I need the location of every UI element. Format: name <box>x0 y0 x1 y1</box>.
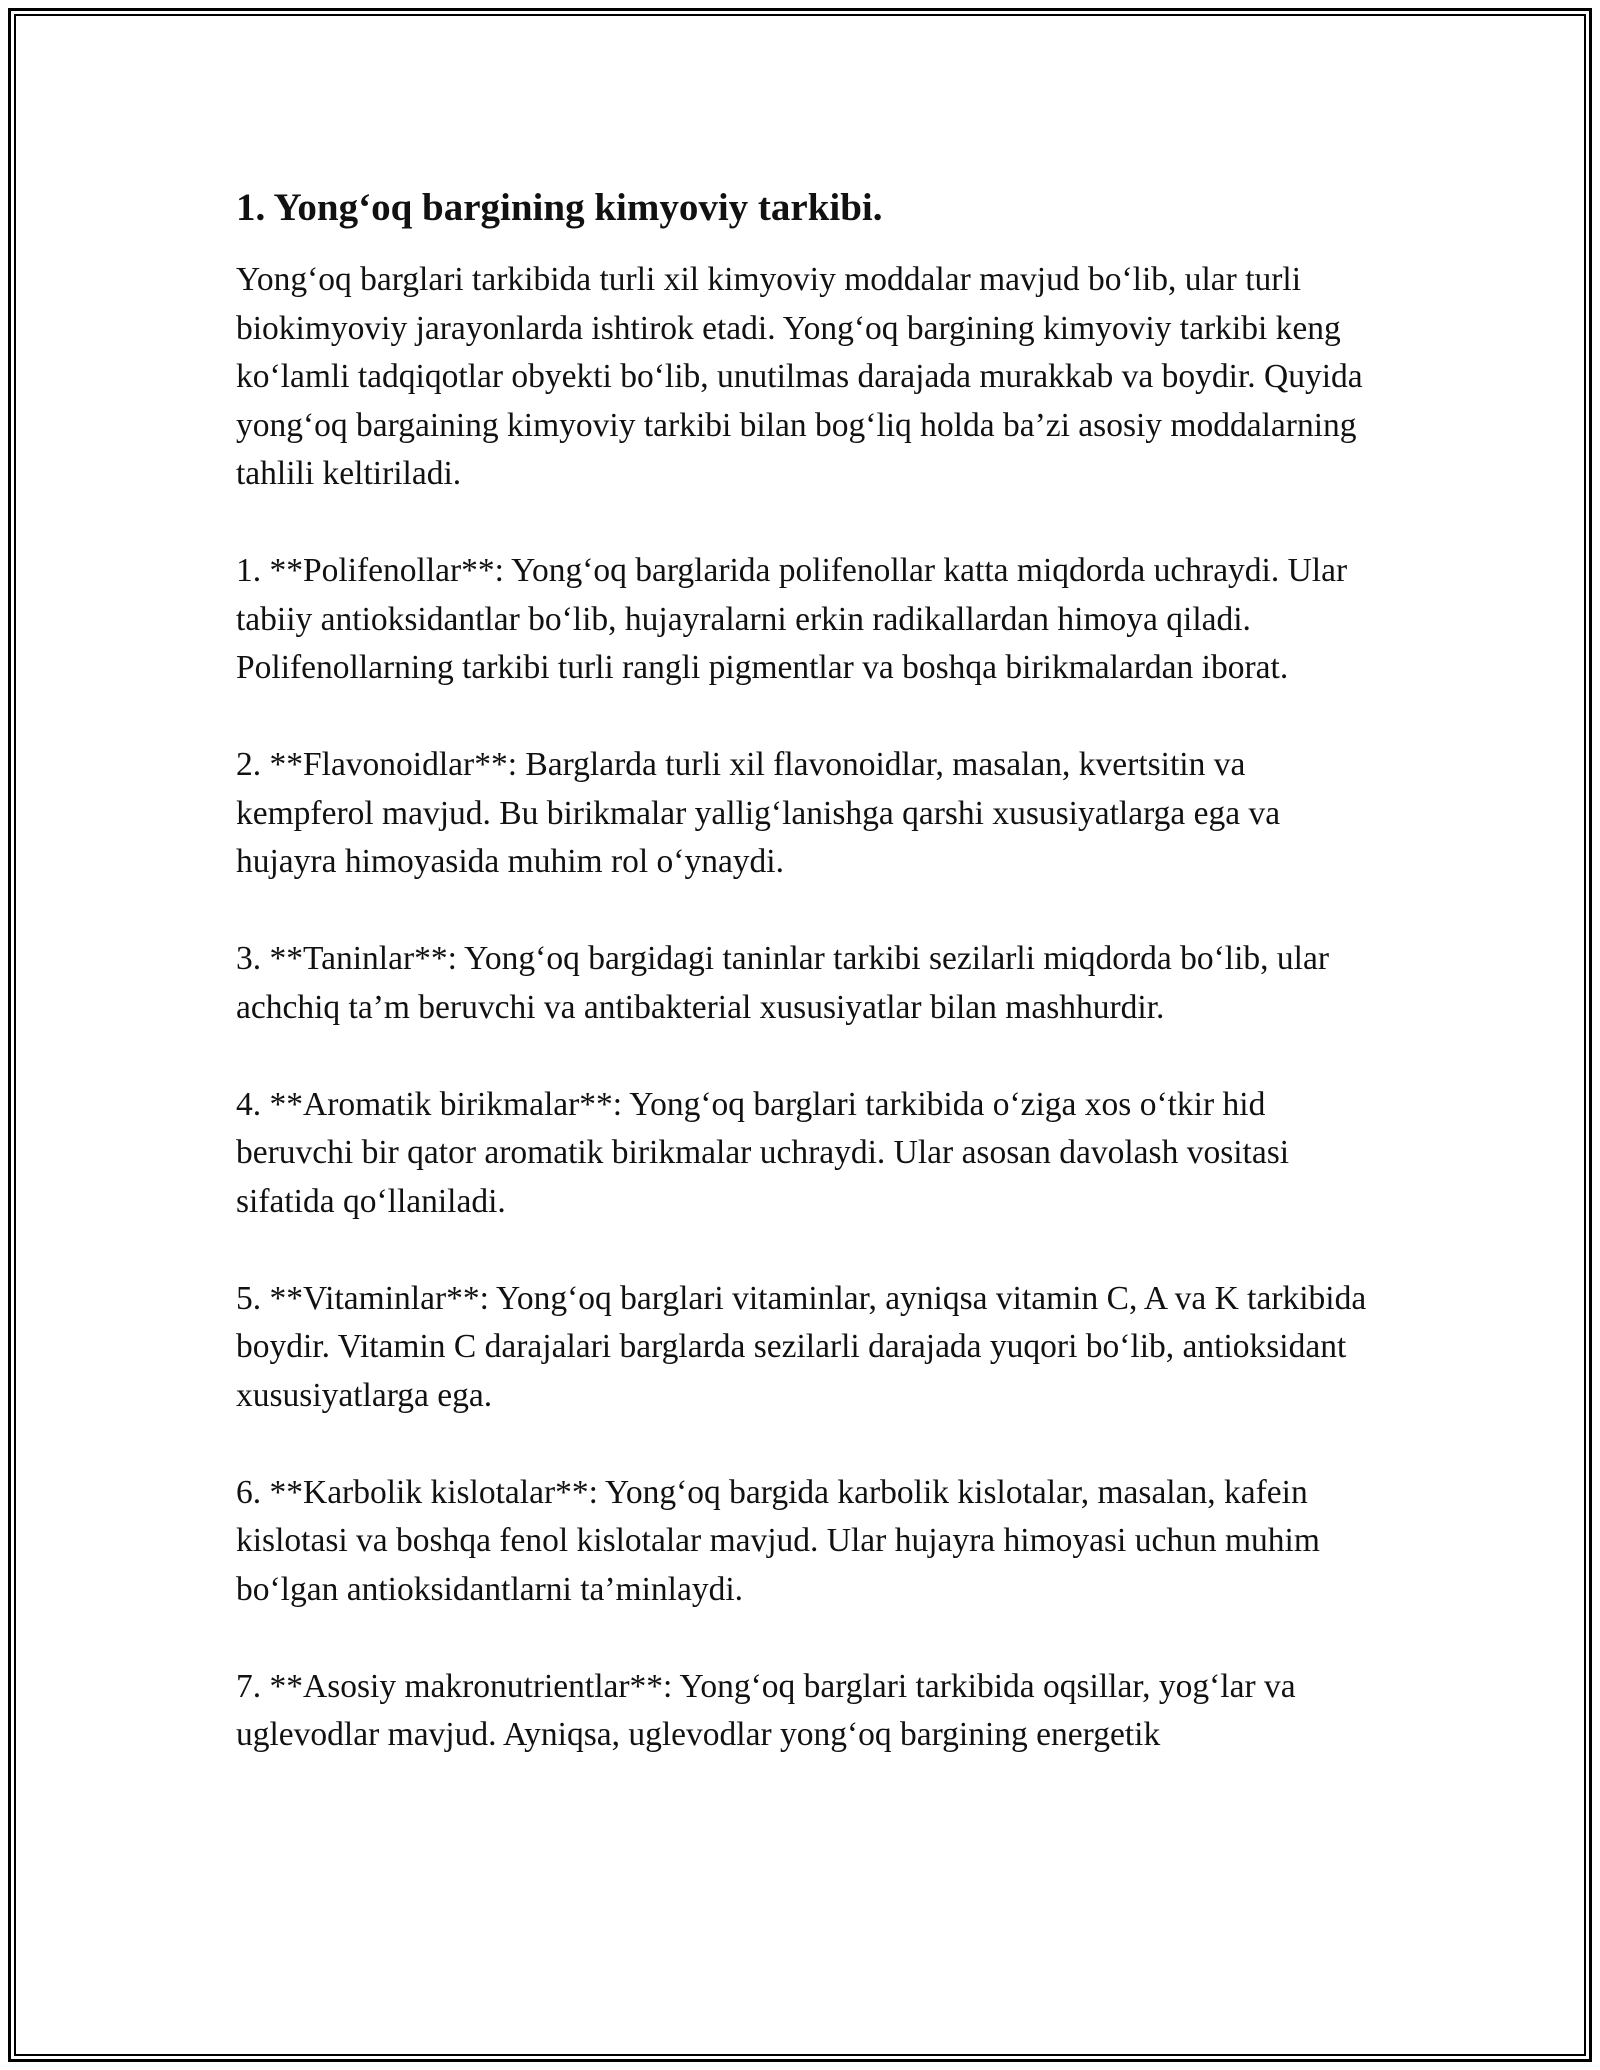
list-item-vitaminlar: 5. **Vitaminlar**: Yong‘oq barglari vitaminlar, ayniqsa vitamin C, A va K tarkibida boydir. Vitamin C darajalari barglarda sezilarli darajada yuqori bo‘lib, antioksidant xususiyatlarga ega. <box>236 1279 1367 1414</box>
list-item-karbolik-kislotalar: 6. **Karbolik kislotalar**: Yong‘oq bargida karbolik kislotalar, masalan, kafein kislotasi va boshqa fenol kislotalar mavjud. Ular hujayra himoyasi uchun muhim bo‘lgan antioksidantlarni ta’minlaydi. <box>236 1473 1320 1608</box>
document-body <box>236 184 1376 1808</box>
list-item-aromatik-birikmalar: 4. **Aromatik birikmalar**: Yong‘oq barglari tarkibida o‘ziga xos o‘tkir hid beruvchi bir qator aromatik birikmalar uchraydi. Ular asosan davolash vositasi sifatida qo‘llaniladi. <box>236 1085 1290 1220</box>
list-item-polifenollar: 1. **Polifenollar**: Yong‘oq barglarida polifenollar katta miqdorda uchraydi. Ular tabiiy antioksidantlar bo‘lib, hujayralarni erkin radikallardan himoya qiladi. Polifenollarning tarkibi turli rangli pigmentlar va boshqa birikmalardan iborat. <box>236 552 1348 686</box>
list-item-flavonoidlar: 2. **Flavonoidlar**: Barglarda turli xil flavonoidlar, masalan, kvertsitin va kempferol mavjud. Bu birikmalar yallig‘lanishga qarshi xususiyatlarga ega va hujayra himoyasida muhim rol o‘ynaydi. <box>236 746 1281 880</box>
list-item-makronutrientlar: 7. **Asosiy makronutrientlar**: Yong‘oq barglari tarkibida oqsillar, yog‘lar va uglevodlar mavjud. Ayniqsa, uglevodlar yong‘oq bargining energetik <box>236 1667 1296 1753</box>
intro-paragraph: Yong‘oq barglari tarkibida turli xil kimyoviy moddalar mavjud bo‘lib, ular turli biokimyoviy jarayonlarda ishtirok etadi. Yong‘oq bargining kimyoviy tarkibi keng ko‘lamli tadqiqotlar obyekti bo‘lib, unutilmas darajada murakkab va boydir. Quyida yong‘oq bargaining kimyoviy tarkibi bilan bog‘liq holda ba’zi asosiy moddalarning tahlili keltiriladi. <box>236 261 1363 492</box>
section-heading: 1. Yong‘oq bargining kimyoviy tarkibi. <box>236 186 883 229</box>
list-item-taninlar: 3. **Taninlar**: Yong‘oq bargidagi taninlar tarkibi sezilarli miqdorda bo‘lib, ular achchiq ta’m beruvchi va antibakterial xususiyatlar bilan mashhurdir. <box>236 940 1330 1026</box>
